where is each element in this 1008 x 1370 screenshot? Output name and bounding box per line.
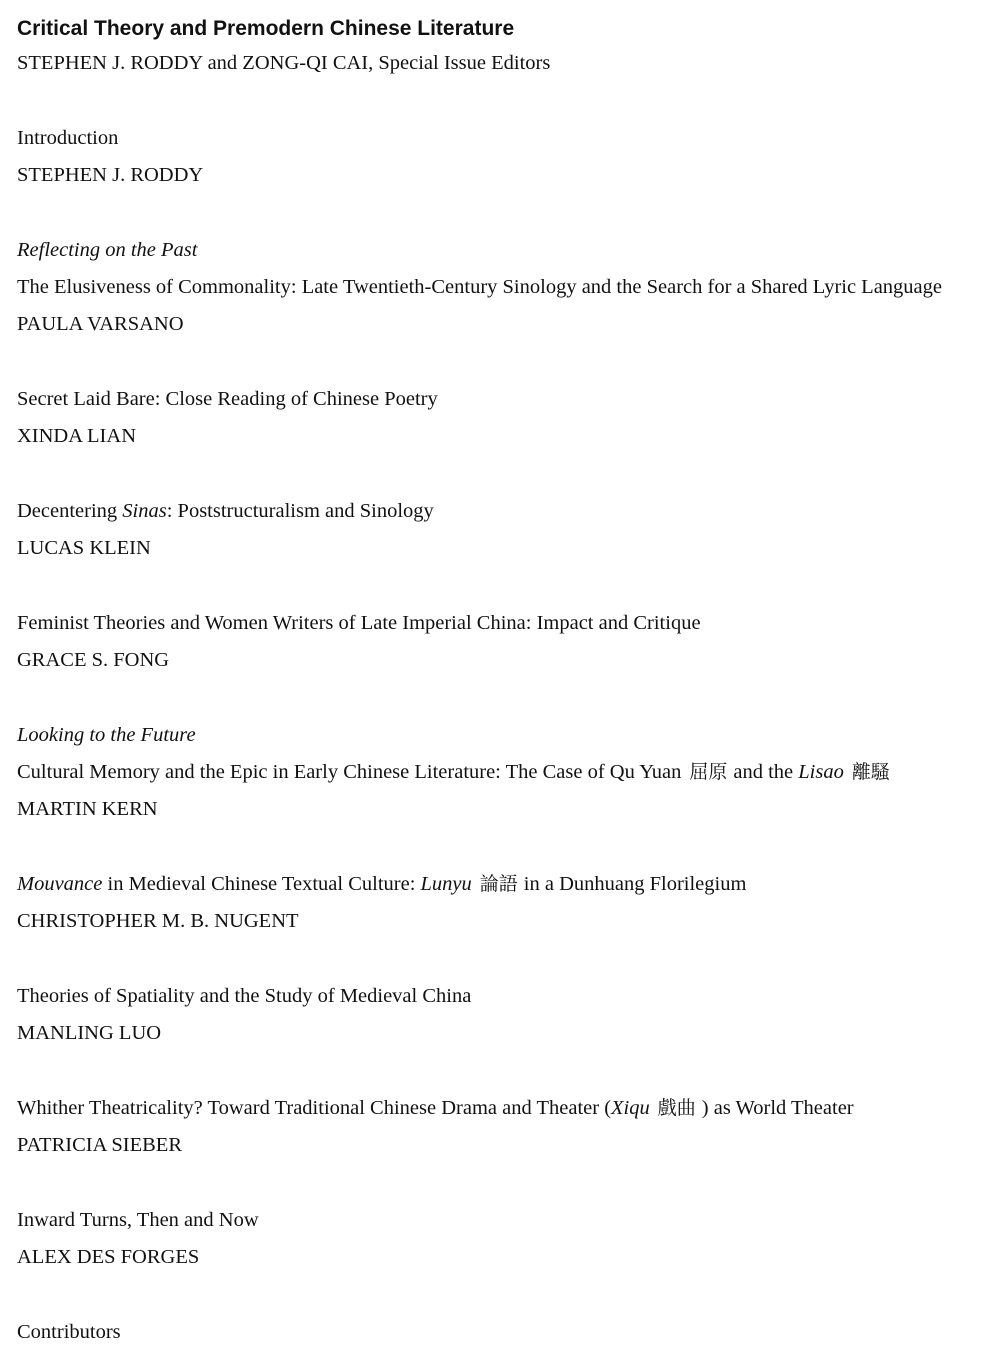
cjk-characters: 屈原	[689, 761, 728, 783]
entry-title: Contributors	[17, 1321, 121, 1343]
entry-author: CHRISTOPHER M. B. NUGENT	[17, 910, 299, 932]
title-italic-part: Lisao	[798, 761, 844, 783]
title-part: in Medieval Chinese Textual Culture:	[102, 873, 421, 895]
entry-title: Secret Laid Bare: Close Reading of Chinese Poetry	[17, 388, 438, 410]
title-italic-part: Sinas	[122, 500, 167, 522]
title-italic-part: Mouvance	[17, 873, 103, 895]
entry-author: MARTIN KERN	[17, 798, 158, 820]
toc-entry-kern	[17, 717, 1000, 828]
cjk-characters: 論語	[479, 873, 518, 895]
title-part: Decentering	[17, 500, 123, 522]
title-part: : Poststructuralism and Sinology	[166, 500, 434, 522]
toc-entry-des-forges	[17, 1202, 1000, 1276]
title-italic-part: Lunyu	[420, 873, 472, 895]
toc-entry-luo	[17, 978, 1000, 1052]
entry-author: XINDA LIAN	[17, 425, 136, 447]
table-of-contents	[17, 14, 1000, 1351]
entry-title: Theories of Spatiality and the Study of Medieval China	[17, 985, 472, 1007]
title-part: Whither Theatricality? Toward Traditional Chinese Drama and Theater (	[17, 1097, 612, 1119]
entry-author: LUCAS KLEIN	[17, 537, 151, 559]
entry-title	[17, 493, 1000, 530]
entry-author: PATRICIA SIEBER	[17, 1134, 182, 1156]
entry-author: GRACE S. FONG	[17, 649, 170, 671]
entry-title: Inward Turns, Then and Now	[17, 1209, 259, 1231]
issue-editors: STEPHEN J. RODDY and ZONG-QI CAI, Special Issue Editors	[17, 52, 551, 74]
toc-entry-fong	[17, 605, 1000, 679]
toc-entry-contributors	[17, 1314, 1000, 1351]
entry-title: Introduction	[17, 127, 119, 149]
cjk-characters: 離騷	[851, 761, 890, 783]
title-part: and the	[733, 761, 799, 783]
issue-title: Critical Theory and Premodern Chinese Literature	[17, 17, 515, 40]
entry-author: STEPHEN J. RODDY	[17, 164, 204, 186]
toc-entry-introduction	[17, 120, 1000, 194]
section-heading: Looking to the Future	[17, 724, 196, 746]
toc-entry-lian	[17, 381, 1000, 455]
entry-title	[17, 754, 1000, 791]
section-heading: Reflecting on the Past	[17, 239, 198, 261]
entry-author: PAULA VARSANO	[17, 313, 184, 335]
toc-entry-varsano	[17, 232, 1000, 343]
toc-entry-sieber	[17, 1090, 1000, 1164]
toc-entry-nugent	[17, 866, 1000, 940]
title-italic-part: Xiqu	[611, 1097, 650, 1119]
cjk-characters: 戲曲	[657, 1097, 696, 1119]
entry-title: Feminist Theories and Women Writers of Late Imperial China: Impact and Critique	[17, 612, 701, 634]
title-part: in a Dunhuang Florilegium	[523, 873, 747, 895]
entry-author: MANLING LUO	[17, 1022, 162, 1044]
entry-title: The Elusiveness of Commonality: Late Twentieth-Century Sinology and the Search for a Shared Lyric Language	[17, 276, 943, 298]
title-part: Cultural Memory and the Epic in Early Chinese Literature: The Case of Qu Yuan	[17, 761, 682, 783]
entry-title	[17, 866, 1000, 903]
entry-title	[17, 1090, 1000, 1127]
title-part: ) as World Theater	[701, 1097, 854, 1119]
entry-author: ALEX DES FORGES	[17, 1246, 200, 1268]
toc-entry-klein	[17, 493, 1000, 567]
